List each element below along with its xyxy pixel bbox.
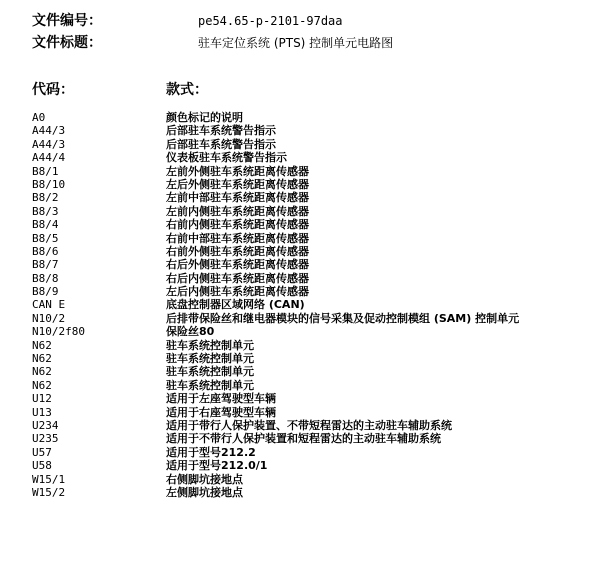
row-code: U234 <box>32 418 59 432</box>
row-code: U58 <box>32 459 52 473</box>
row-description: 底盘控制器区域网络 (CAN) <box>166 298 305 312</box>
row-code: U12 <box>32 392 52 406</box>
row-code: B8/4 <box>32 218 59 232</box>
table-row <box>32 379 600 392</box>
row-code: B8/5 <box>32 231 59 245</box>
table-row <box>32 165 600 178</box>
row-code: B8/1 <box>32 164 59 178</box>
table-row <box>32 312 600 325</box>
table-row <box>32 486 600 499</box>
table-row <box>32 272 600 285</box>
table-row <box>32 365 600 378</box>
table-row <box>32 205 600 218</box>
row-description: 左前外侧驻车系统距离传感器 <box>166 164 309 178</box>
row-description: 适用于带行人保护装置、不带短程雷达的主动驻车辅助系统 <box>166 418 452 432</box>
table-row <box>32 191 600 204</box>
table-row <box>32 432 600 445</box>
row-code: B8/3 <box>32 204 59 218</box>
table-row <box>32 218 600 231</box>
table-row <box>32 406 600 419</box>
doc-number-value: pe54.65-p-2101-97daa <box>198 14 343 28</box>
row-code: W15/2 <box>32 485 66 499</box>
table-row <box>32 339 600 352</box>
table-row <box>32 446 600 459</box>
row-code: A44/3 <box>32 137 66 151</box>
row-description: 后部驻车系统警告指示 <box>166 137 276 151</box>
row-code: A44/4 <box>32 151 66 165</box>
row-description: 仪表板驻车系统警告指示 <box>166 151 287 165</box>
table-row <box>32 473 600 486</box>
row-code: B8/7 <box>32 258 59 272</box>
row-code: U13 <box>32 405 52 419</box>
table-row <box>32 232 600 245</box>
row-code: B8/10 <box>32 177 66 191</box>
row-code: N62 <box>32 378 52 392</box>
row-code: N10/2f80 <box>32 325 85 339</box>
row-description: 右前内侧驻车系统距离传感器 <box>166 218 309 232</box>
row-code: W15/1 <box>32 472 66 486</box>
row-description: 左后内侧驻车系统距离传感器 <box>166 285 309 299</box>
row-description: 驻车系统控制单元 <box>166 365 254 379</box>
row-description: 颜色标记的说明 <box>166 111 243 124</box>
row-code: A44/3 <box>32 124 66 138</box>
row-code: B8/6 <box>32 244 59 258</box>
table-row <box>32 419 600 432</box>
row-description: 驻车系统控制单元 <box>166 352 254 366</box>
row-description: 右前中部驻车系统距离传感器 <box>166 231 309 245</box>
table-row <box>32 124 600 137</box>
row-description: 右侧脚坑接地点 <box>166 472 243 486</box>
doc-number-label: 文件编号： <box>32 13 102 29</box>
header-desc: 款式： <box>166 82 208 98</box>
legend-list <box>32 111 600 581</box>
table-row <box>32 258 600 271</box>
table-row <box>32 178 600 191</box>
row-description: 适用于型号212.0/1 <box>166 459 268 473</box>
table-row <box>32 459 600 472</box>
row-description: 适用于左座驾驶型车辆 <box>166 392 276 406</box>
row-code: N62 <box>32 352 52 366</box>
table-row <box>32 285 600 298</box>
row-code: B8/9 <box>32 285 59 299</box>
row-description: 右后外侧驻车系统距离传感器 <box>166 258 309 272</box>
row-description: 驻车系统控制单元 <box>166 338 254 352</box>
row-description: 左后外侧驻车系统距离传感器 <box>166 177 309 191</box>
table-row <box>32 111 600 124</box>
row-description: 后部驻车系统警告指示 <box>166 124 276 138</box>
row-description: 适用于型号212.2 <box>166 445 256 459</box>
row-code: U57 <box>32 445 52 459</box>
row-code: B8/8 <box>32 271 59 285</box>
row-description: 左前内侧驻车系统距离传感器 <box>166 204 309 218</box>
row-description: 适用于不带行人保护装置和短程雷达的主动驻车辅助系统 <box>166 432 441 446</box>
row-description: 适用于右座驾驶型车辆 <box>166 405 276 419</box>
doc-title-value: 驻车定位系统 (PTS) 控制单元电路图 <box>198 36 394 50</box>
doc-title-label: 文件标题： <box>32 35 102 51</box>
row-description: 保险丝80 <box>166 325 215 339</box>
row-code: B8/2 <box>32 191 59 205</box>
row-code: N62 <box>32 338 52 352</box>
row-description: 驻车系统控制单元 <box>166 378 254 392</box>
table-row <box>32 138 600 151</box>
row-description: 后排带保险丝和继电器模块的信号采集及促动控制模组 (SAM) 控制单元 <box>166 311 520 325</box>
row-code: N62 <box>32 365 52 379</box>
row-code: N10/2 <box>32 311 66 325</box>
row-description: 右前外侧驻车系统距离传感器 <box>166 244 309 258</box>
table-row <box>32 352 600 365</box>
table-row <box>32 325 600 338</box>
header-code: 代码： <box>32 82 74 98</box>
table-row <box>32 151 600 164</box>
row-description: 右后内侧驻车系统距离传感器 <box>166 271 309 285</box>
row-code: A0 <box>32 111 46 124</box>
row-description: 左前中部驻车系统距离传感器 <box>166 191 309 205</box>
row-description: 左侧脚坑接地点 <box>166 485 243 499</box>
row-code: U235 <box>32 432 59 446</box>
table-row <box>32 392 600 405</box>
table-row <box>32 245 600 258</box>
table-row <box>32 298 600 311</box>
row-code: CAN E <box>32 298 66 312</box>
